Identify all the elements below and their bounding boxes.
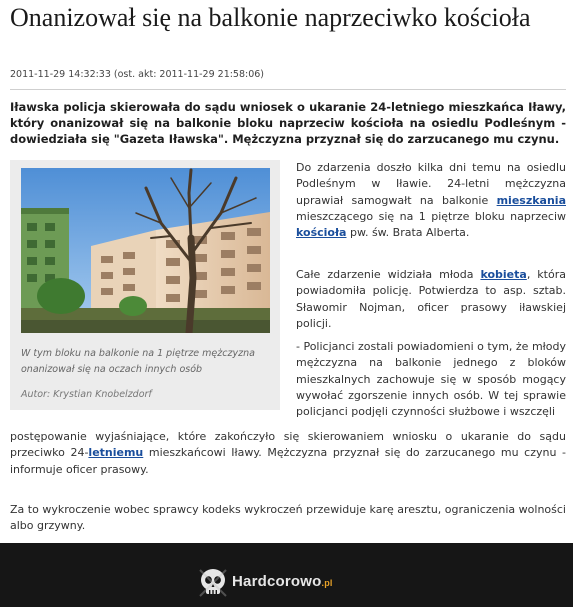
article-photo[interactable] (21, 168, 270, 333)
paragraph-3-text-b: postępowanie wyjaśniające, które zakończyło się skierowaniem wniosku o ukaranie do sądu przeciwko 24- (10, 430, 566, 460)
article-title: Onanizował się na balkonie naprzeciwko kościoła (10, 3, 531, 32)
photo-author: Autor: Krystian Knobelzdorf (21, 389, 152, 400)
link-letniemu[interactable]: letniemu (88, 446, 144, 460)
paragraph-3-part-2 (10, 429, 566, 478)
photo-illustration (21, 168, 270, 333)
paragraph-3-part-1: - Policjanci zostali powiadomieni o tym, że młody mężczyzna na balkonie jednego z bloków mieszkalnych zachowuje się w sposób mogący wywołać zgorszenie innych osób. W tej sprawie policjanci podjęli czynności służbowe i wszczęli (296, 340, 567, 419)
paragraph-3-text-c: mieszkańcowi Iławy. Mężczyzna przyznał się do zarzucanego mu czynu - informuje oficer prasowy. (10, 446, 566, 476)
paragraph-1-text-b: mieszczącego się na 1 piętrze bloku naprzeciw (296, 209, 566, 223)
divider (10, 89, 566, 90)
paragraph-2-text-b: , która powiadomiła policję. Potwierdza to asp. sztab. Sławomir Nojman, oficer prasowy iławskiej policji. (296, 268, 566, 330)
logo-text (232, 573, 333, 590)
photo-box (10, 160, 280, 410)
article-lead: Iławska policja skierowała do sądu wniosek o ukaranie 24-letniego mieszkańca Iławy, który onanizował się na balkonie bloku naprzeciw kościoła na osiedlu Podleśnym - dowiedziała się "Gazeta Iławska". Mężczyzna przyznał się do zarzucanego mu czynu. (10, 100, 566, 146)
link-kobieta[interactable]: kobieta (480, 268, 527, 281)
paragraph-2 (296, 267, 566, 332)
link-kosciola[interactable]: kościoła (296, 226, 347, 240)
logo-name: Hardcorowo (232, 573, 322, 590)
photo-caption: W tym bloku na balkonie na 1 piętrze mężczyzna onanizował się na oczach innych osób (21, 348, 255, 375)
paragraph-1-text-a: Do zdarzenia doszło kilka dni temu na osiedlu Podleśnym w Iławie. 24-letni mężczyzna uprawiał samogwałt na balkonie (296, 161, 566, 207)
paragraph-1 (296, 160, 566, 241)
link-mieszkania[interactable]: mieszkania (496, 193, 566, 207)
site-logo[interactable] (196, 566, 386, 600)
paragraph-4: Za to wykroczenie wobec sprawcy kodeks wykroczeń przewiduje karę aresztu, ograniczenia wolności albo grzywny. (10, 503, 566, 533)
paragraph-2-text-a: Całe zdarzenie widziała młoda (296, 268, 481, 281)
skull-icon (196, 566, 230, 600)
paragraph-1-text-c: pw. św. Brata Alberta. (346, 226, 470, 240)
logo-suffix: .pl (321, 578, 333, 588)
article-date: 2011-11-29 14:32:33 (ost. akt: 2011-11-29 21:58:06) (10, 69, 265, 80)
